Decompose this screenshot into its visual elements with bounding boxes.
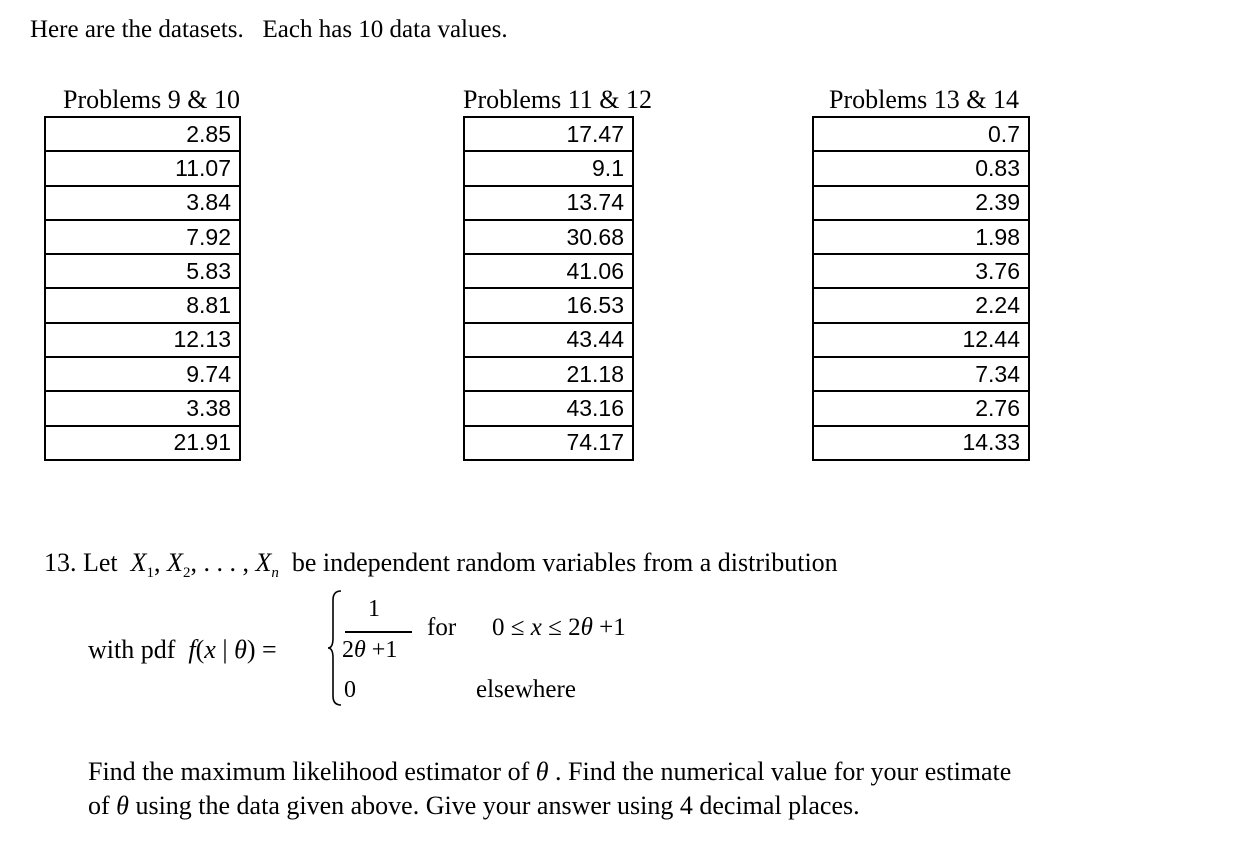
table-cell: 41.06 (464, 254, 633, 288)
table-cell: 17.47 (464, 117, 633, 151)
table-row (813, 220, 1029, 254)
question-line-1: Find the maximum likelihood estimator of θ . Find the numerical value for your estimate (88, 757, 1012, 786)
case-for: for (427, 614, 457, 641)
table-row (45, 391, 240, 425)
dataset-problems-9-10 (44, 85, 241, 461)
table-cell: 8.81 (45, 288, 240, 322)
table-row (813, 288, 1029, 322)
case-condition: 0 ≤ x ≤ 2θ +1 (492, 614, 626, 641)
table-cell: 0.7 (813, 117, 1029, 151)
table-cell: 7.92 (45, 220, 240, 254)
var-x1: X (130, 548, 147, 577)
fraction-denominator: 2θ +1 (342, 637, 398, 663)
problem-statement: 13. Let $X_1$, $X_2$, . . . , $X_n$ be independent random variables from a distribution (44, 548, 838, 581)
sub-n: n (271, 565, 279, 581)
table-row (813, 151, 1029, 185)
table-cell: 2.85 (45, 117, 240, 151)
dataset-problems-11-12 (463, 85, 652, 461)
dataset-title: Problems 9 & 10 (63, 85, 240, 114)
table-cell: 14.33 (813, 426, 1029, 460)
left-brace-icon (327, 590, 343, 706)
table-row (45, 426, 240, 460)
table-row (813, 323, 1029, 357)
table-row (45, 357, 240, 391)
data-table (812, 116, 1030, 461)
table-cell: 43.16 (464, 391, 633, 425)
var-x2: X (167, 548, 183, 577)
table-cell: 9.1 (464, 151, 633, 185)
table-cell: 12.13 (45, 323, 240, 357)
table-cell: 11.07 (45, 151, 240, 185)
dataset-title: Problems 11 & 12 (463, 85, 652, 114)
dataset-title: Problems 13 & 14 (829, 85, 1019, 114)
table-row (813, 391, 1029, 425)
table-cell: 21.18 (464, 357, 633, 391)
table-cell: 5.83 (45, 254, 240, 288)
question-line-2: of θ using the data given above. Give your answer using 4 decimal places. (88, 791, 860, 820)
table-cell: 13.74 (464, 186, 633, 220)
problem-number: 13. Let (44, 548, 118, 577)
table-cell: 7.34 (813, 357, 1029, 391)
table-cell: 3.38 (45, 391, 240, 425)
table-cell: 2.24 (813, 288, 1029, 322)
table-row (813, 254, 1029, 288)
table-row (813, 186, 1029, 220)
table-cell: 9.74 (45, 357, 240, 391)
table-row (464, 357, 633, 391)
table-cell: 3.84 (45, 186, 240, 220)
table-row (45, 254, 240, 288)
table-row (45, 323, 240, 357)
fraction-numerator: 1 (368, 596, 380, 622)
table-row (813, 357, 1029, 391)
table-row (464, 391, 633, 425)
table-row (464, 151, 633, 185)
table-cell: 2.39 (813, 186, 1029, 220)
data-table (44, 116, 241, 461)
table-row (45, 186, 240, 220)
table-cell: 0.83 (813, 151, 1029, 185)
case-zero: 0 (344, 677, 356, 703)
table-row (813, 117, 1029, 151)
table-cell: 21.91 (45, 426, 240, 460)
table-row (45, 220, 240, 254)
table-row (464, 186, 633, 220)
table-row (45, 288, 240, 322)
table-row (813, 426, 1029, 460)
table-cell: 43.44 (464, 323, 633, 357)
table-cell: 2.76 (813, 391, 1029, 425)
pdf-function-name: f (188, 635, 196, 664)
var-xn: X (255, 548, 272, 577)
intro-text: Here are the datasets. Each has 10 data values. (30, 16, 508, 43)
statement-rest: be independent random variables from a distribution (291, 548, 838, 577)
ellipsis: , . . . , (190, 548, 249, 577)
table-row (464, 117, 633, 151)
table-row (464, 323, 633, 357)
pdf-args: (x | θ) = (195, 635, 277, 664)
table-cell: 74.17 (464, 426, 633, 460)
data-table (463, 116, 634, 461)
table-row (464, 288, 633, 322)
sub-1: 1 (146, 565, 155, 581)
case-elsewhere: elsewhere (476, 676, 576, 703)
table-row (464, 254, 633, 288)
table-row (45, 151, 240, 185)
pdf-label (88, 635, 277, 665)
sub-2: 2 (182, 565, 191, 581)
table-cell: 12.44 (813, 323, 1029, 357)
table-row (464, 220, 633, 254)
table-cell: 1.98 (813, 220, 1029, 254)
fraction-bar (345, 631, 412, 633)
with-pdf-text: with pdf (88, 635, 176, 664)
table-cell: 30.68 (464, 220, 633, 254)
table-cell: 3.76 (813, 254, 1029, 288)
table-row (464, 426, 633, 460)
table-cell: 16.53 (464, 288, 633, 322)
table-row (45, 117, 240, 151)
dataset-problems-13-14 (812, 85, 1030, 461)
